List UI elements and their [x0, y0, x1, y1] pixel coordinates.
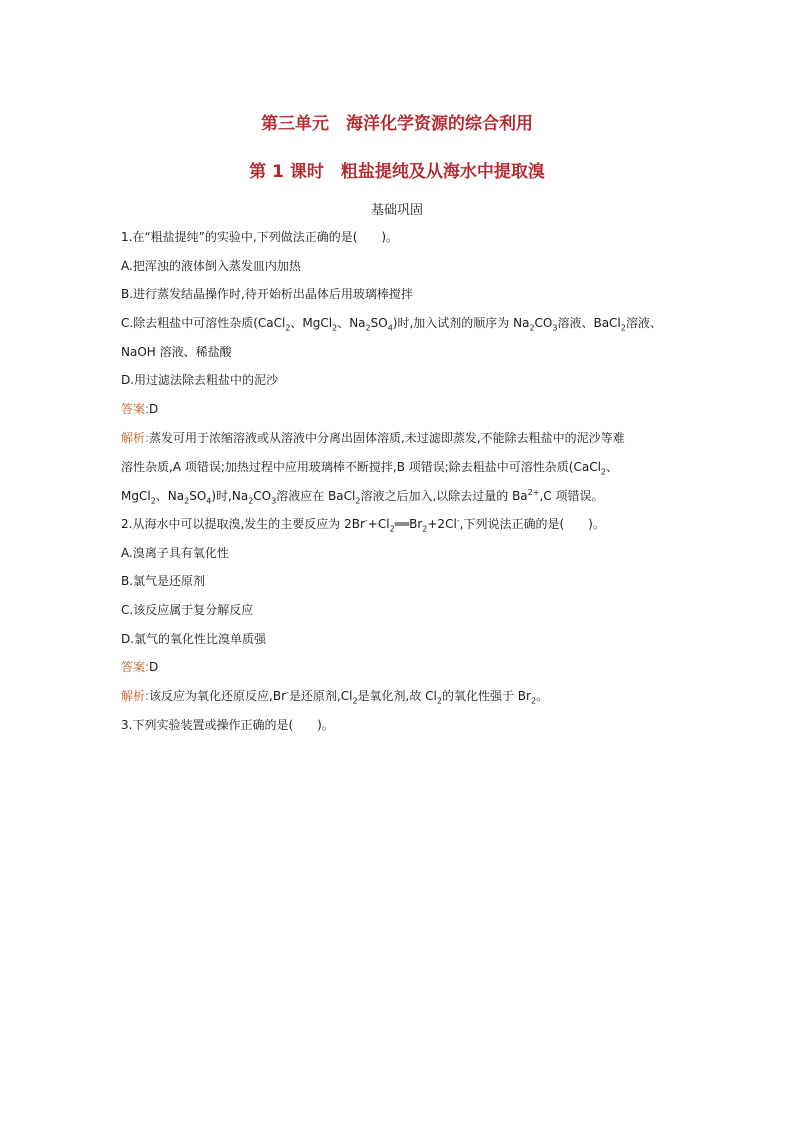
q2-stem: 2.从海水中可以提取溴,发生的主要反应为 $2Br^-+Cl_2══Br_2+2Cl^-$,下列说法正确的是( )。 [121, 516, 605, 534]
q1-explanation-line1: 解析:蒸发可用于浓缩溶液或从溶液中分离出固体溶质,未过滤即蒸发,不能除去粗盐中的泥沙等难 [121, 431, 625, 445]
unit-title: 第三单元 海洋化学资源的综合利用 [261, 114, 533, 134]
q1-stem: 1.在“粗盐提纯”的实验中,下列做法正确的是( )。 [121, 230, 399, 244]
q2-option-a: A.溴离子具有氧化性 [121, 546, 229, 560]
q2-explanation: 解析:该反应为氧化还原反应,Br-是还原剂$,Cl_2$是氧化剂,故 $Cl_2$的氧化性强于 $Br_2$。 [121, 688, 549, 706]
lesson-title: 第 1 课时 粗盐提纯及从海水中提取溴 [249, 162, 545, 182]
section-heading: 基础巩固 [370, 203, 423, 218]
q2-option-d: D.氯气的氧化性比溴单质强 [121, 632, 267, 646]
q2-answer: 答案:D [121, 660, 159, 674]
q2-option-c: C.该反应属于复分解反应 [121, 603, 254, 617]
q1-option-c-line2: NaOH 溶液、稀盐酸 [121, 345, 232, 359]
q1-answer: 答案:D [121, 402, 159, 416]
q1-explanation-line2: 溶性杂质,A 项错误;加热过程中应用玻璃棒不断搅拌,B 项错误;除去粗盐中可溶性杂质(CaCl$_2$、 [121, 460, 619, 477]
q1-option-b: B.进行蒸发结晶操作时,待开始析出晶体后用玻璃棒搅拌 [121, 287, 413, 301]
q1-option-a: A.把浑浊的液体倒入蒸发皿内加热 [121, 259, 301, 273]
q1-option-c-line1: C.除去粗盐中可溶性杂质(CaCl$_2$、MgCl$_2$、$Na_2SO_4$)时,加入试剂的顺序为 $Na_2CO_3$溶液、BaCl$_2$溶液、 [121, 316, 662, 333]
q2-option-b: B.氯气是还原剂 [121, 574, 206, 588]
q3-stem: 3.下列实验装置或操作正确的是( )。 [121, 718, 334, 732]
q1-explanation-line3: MgCl$_2$、$Na_2SO_4$)时$,Na_2CO_3$溶液应在 BaCl$_2$溶液之后加入,以除去过量的 $Ba^{2+},C$ 项错误。 [121, 488, 604, 506]
q1-option-d: D.用过滤法除去粗盐中的泥沙 [121, 373, 279, 387]
